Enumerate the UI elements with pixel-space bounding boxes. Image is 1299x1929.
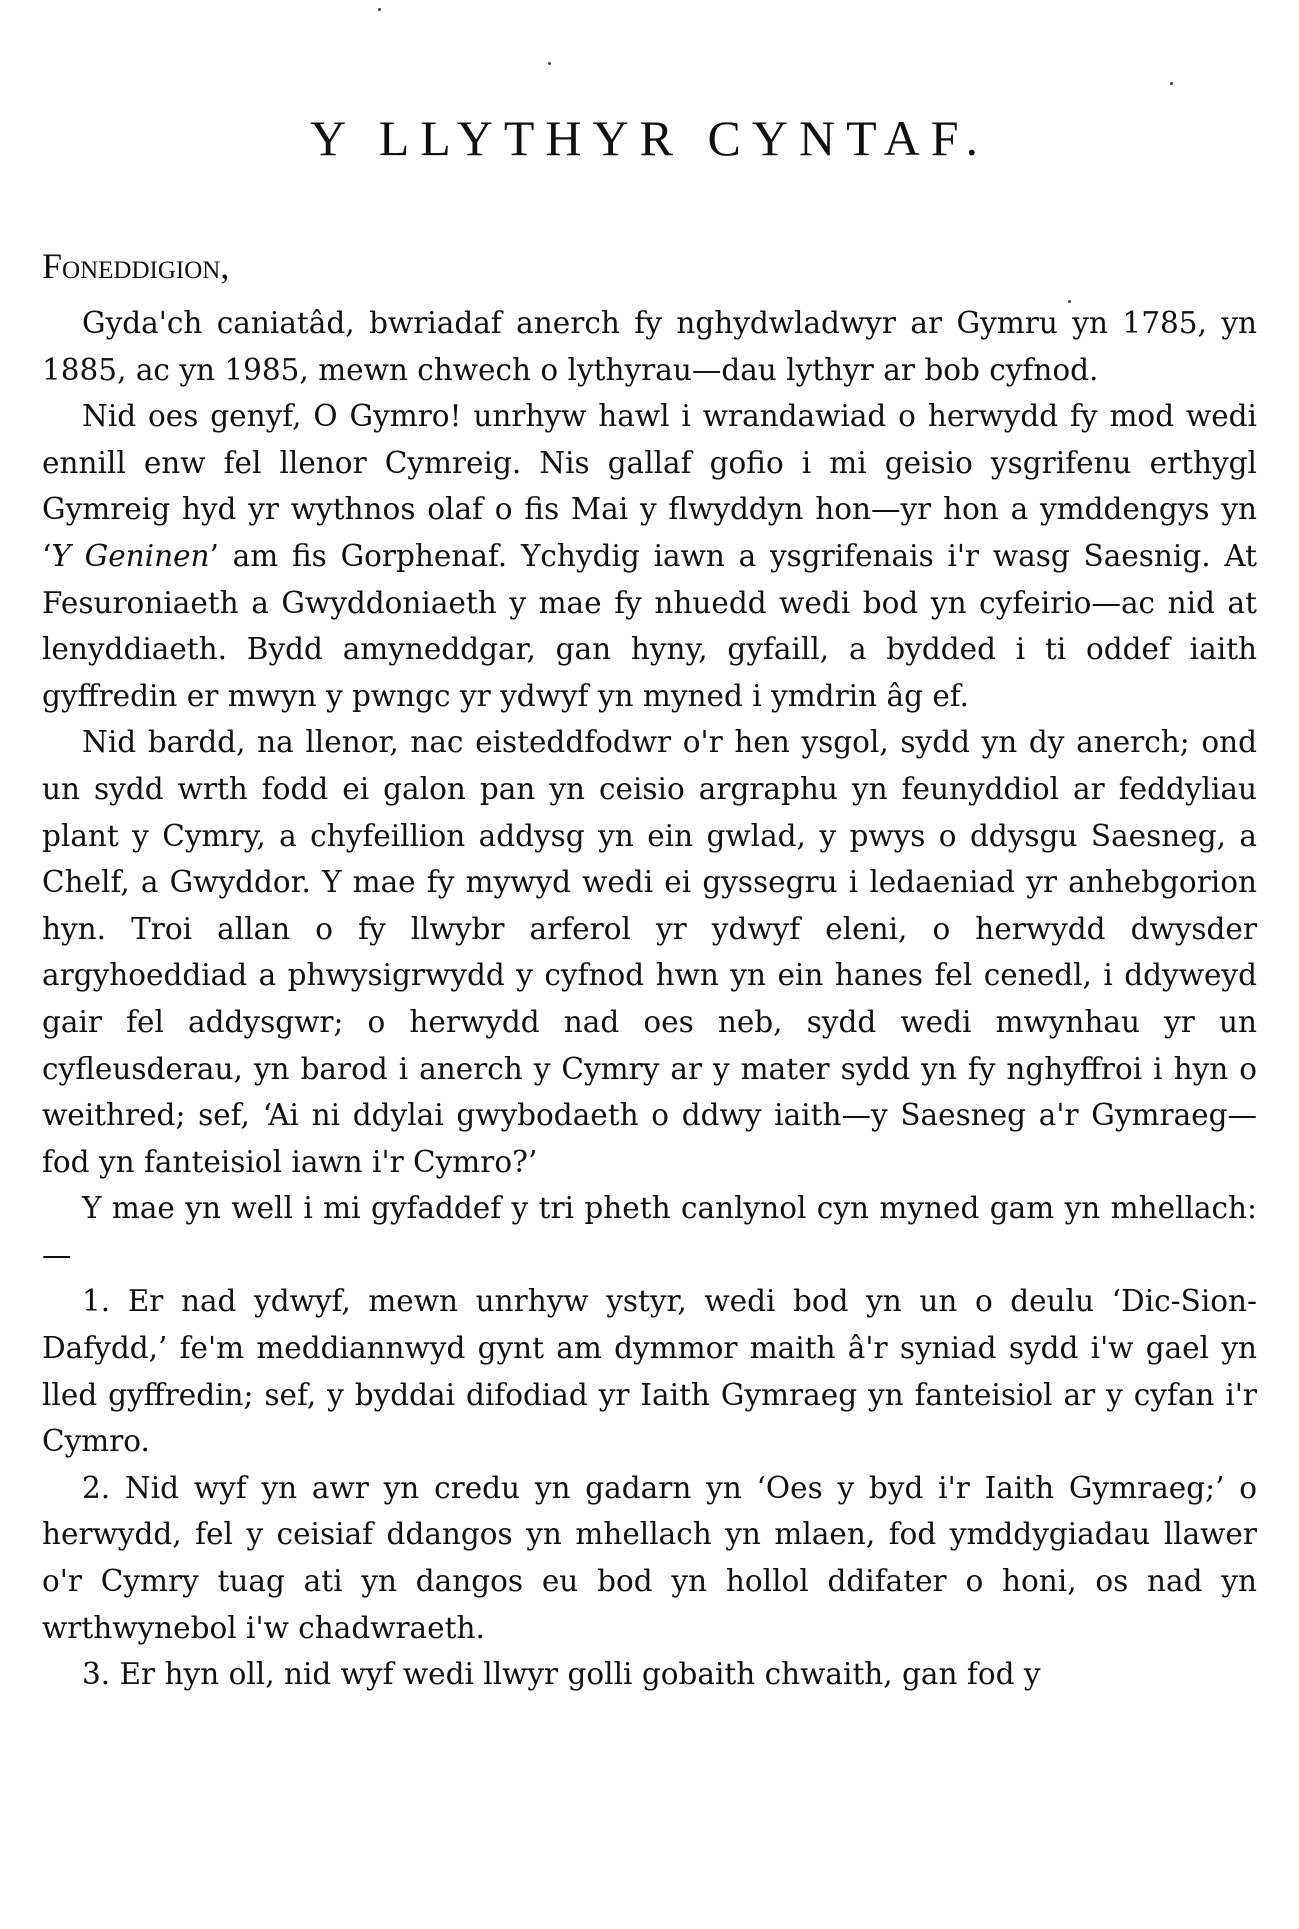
numbered-item-3: 3. Er hyn oll, nid wyf wedi llwyr golli gobaith chwaith, gan fod y [82,1657,1041,1692]
paragraph-1: Gyda'ch caniatâd, bwriadaf anerch fy nghydwladwyr ar Gymru yn 1785, yn 1885, ac yn 1985, mewn chwech o lythyrau—dau lythyr ar bob cyfnod. [42,306,1257,387]
paragraph-2 [42,393,1257,719]
paragraph-2-after: ’ am fis Gorphenaf. Ychydig iawn a ysgrifenais i'r wasg Saesnig. At Fesuroniaeth a Gwyddoniaeth y mae fy nhuedd wedi bod yn cyfeirio—ac nid at lenyddiaeth. Bydd amyneddgar, gan hyny, gyfaill, a bydded i ti oddef iaith gyffredin er mwyn y pwngc yr ydwyf yn myned i ymdrin âg ef. [42,538,1257,713]
salutation: Foneddigion, [42,246,230,286]
letter-body [42,300,1257,1698]
document-page [42,0,1257,1929]
paragraph-3: Nid bardd, na llenor, nac eisteddfodwr o'r hen ysgol, sydd yn dy anerch; ond un sydd wrth fodd ei galon pan yn ceisio argraphu yn feunyddiol ar feddyliau plant y Cymry, a chyfeillion addysg yn ein gwlad, y pwys o ddysgu Saesneg, a Chelf, a Gwyddor. Y mae fy mywyd wedi ei gyssegru i ledaeniad yr anhebgorion hyn. Troi allan o fy llwybr arferol yr ydwyf eleni, o herwydd dwysder argyhoeddiad a phwysigrwydd y cyfnod hwn yn ein hanes fel cenedl, i ddyweyd gair fel addysgwr; o herwydd nad oes neb, sydd wedi mwynhau yr un cyfleusderau, yn barod i anerch y Cymry ar y mater sydd yn fy nghyffroi i hyn o weithred; sef, ‘Ai ni ddylai gwybodaeth o ddwy iaith—y Saesneg a'r Gymraeg—fod yn fanteisiol iawn i'r Cymro?’ [42,725,1257,1179]
letter-title: Y LLYTHYR CYNTAF. [309,110,990,166]
paragraph-4: Y mae yn well i mi gyfaddef y tri pheth canlynol cyn myned gam yn mhellach:— [42,1191,1257,1272]
numbered-item-1: 1. Er nad ydwyf, mewn unrhyw ystyr, wedi bod yn un o deulu ‘Dic-Sion-Dafydd,’ fe'm meddiannwyd gynt am dymmor maith â'r syniad sydd i'w gael yn lled gyffredin; sef, y byddai difodiad yr Iaith Gymraeg yn fanteisiol ar y cyfan i'r Cymro. [42,1284,1257,1459]
print-speck [1170,82,1173,85]
numbered-item-2: 2. Nid wyf yn awr yn credu yn gadarn yn ‘Oes y byd i'r Iaith Gymraeg;’ o herwydd, fel y ceisiaf ddangos yn mhellach yn mlaen, fod ymddygiadau llawer o'r Cymry tuag ati yn dangos eu bod yn hollol ddifater o honi, os nad yn wrthwynebol i'w chadwraeth. [42,1470,1257,1645]
print-speck [1068,300,1071,303]
publication-title: Y Geninen [51,538,210,573]
print-speck [548,62,551,65]
paragraph-2-before: Nid oes genyf, O Gymro! unrhyw hawl i wrandawiad o herwydd fy mod wedi ennill enw fel llenor Cymreig. Nis gallaf gofio i mi geisio ysgrifenu erthygl Gymreig hyd yr wythnos olaf o fis Mai y flwyddyn hon—yr hon a ymddengys yn ‘ [42,399,1257,573]
print-speck [378,8,381,11]
